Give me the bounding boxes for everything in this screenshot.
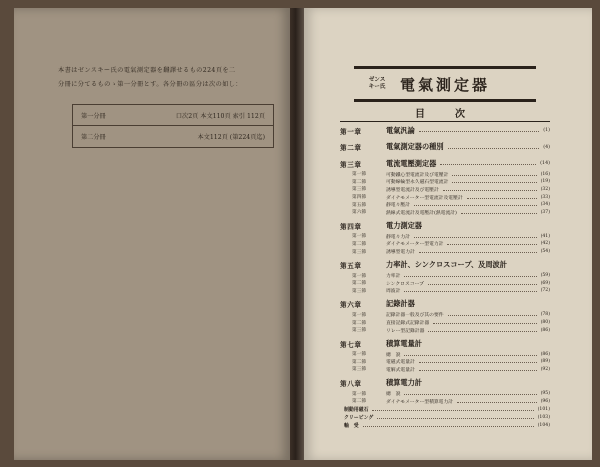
toc-title: 電磁式電量計 (386, 360, 415, 366)
toc-title: シンクロスコープ (386, 281, 424, 287)
toc-title: 力率計 (386, 274, 401, 280)
toc-title: ダイナモメーター型電流計及電壓計 (386, 195, 463, 201)
toc-title: 電力測定器 (386, 220, 422, 230)
toc-page-number: (86) (540, 327, 550, 333)
toc-title: 記錄計器一般及び其の要件 (386, 313, 444, 319)
toc-label: 第二節 (352, 179, 367, 185)
toc-title: 總 說 (386, 352, 401, 358)
part-description: 口次2頁 本文110頁 索引 112頁 (175, 112, 265, 120)
toc-page-number: (95) (540, 391, 550, 397)
toc-page-number: (103) (537, 414, 550, 420)
toc-section (340, 171, 550, 179)
toc-title: 電流電壓測定器 (386, 158, 437, 168)
toc-title: リレー型記錄計器 (386, 328, 425, 334)
note-line: 本書はゼンスキー氏の電氣測定器を飜譯せるもの224頁を二 (58, 67, 236, 74)
toc-leader (414, 205, 537, 206)
toc-page-number: (101) (537, 406, 550, 412)
toc-label: 第三節 (352, 288, 367, 294)
toc-label: 第一節 (352, 172, 367, 178)
toc-page-number: (42) (540, 241, 550, 247)
toc-chapter (340, 337, 550, 351)
toc-page-number: (16) (540, 171, 550, 177)
part-description: 本文112頁 (第224頁迄) (197, 133, 265, 141)
part-label: 第一分冊 (81, 112, 106, 120)
toc-page-number: (4) (543, 144, 550, 150)
toc-page-number: (34) (540, 202, 550, 208)
toc-chapter (340, 298, 550, 312)
author-line: ゼンス (368, 77, 386, 83)
toc-leader (443, 190, 537, 191)
toc-title: ダイナモメーター型電力計 (386, 242, 444, 248)
toc-section (340, 311, 550, 319)
toc-section (340, 233, 550, 241)
toc-title: 靜電々壓計 (386, 203, 410, 209)
toc-leader (419, 131, 539, 132)
left-page (14, 8, 290, 460)
toc-title: 可動鐵心型電流計及び電壓計 (386, 172, 449, 178)
toc-label: 第五章 (340, 262, 362, 271)
toc-page-number: (59) (540, 273, 550, 279)
toc-leader (404, 394, 536, 395)
toc-leader (404, 276, 536, 277)
toc-title: 電解式電量計 (386, 367, 415, 373)
toc-title: 制動用磁石 (344, 406, 369, 413)
toc-page-number: (19) (540, 179, 550, 185)
toc-leader (457, 402, 537, 403)
toc-label: 第二節 (352, 399, 367, 405)
toc-leader (363, 426, 534, 427)
title-band (354, 66, 536, 102)
toc-section (340, 358, 550, 366)
toc-section (340, 287, 550, 295)
toc-label: 第一節 (352, 312, 367, 318)
toc-page-number: (41) (540, 233, 550, 239)
toc-section (340, 178, 550, 186)
toc-leader (428, 284, 537, 285)
toc-section (340, 319, 550, 327)
part-row (73, 105, 273, 126)
toc-divider (340, 121, 550, 122)
toc-section (340, 351, 550, 359)
toc-heading: 目 次 (415, 109, 475, 120)
toc-leader (428, 331, 536, 332)
toc-page-number: (89) (540, 359, 550, 365)
toc-chapter (340, 258, 550, 272)
toc-title: 誘導型電力計 (386, 250, 415, 256)
toc-leader (467, 198, 537, 199)
toc-title: 直接記錄式記錄計器 (386, 321, 430, 327)
toc-label: 第八章 (340, 380, 362, 389)
toc-section (340, 240, 550, 248)
toc-leader (404, 355, 536, 356)
toc-section (340, 366, 550, 374)
toc-page-number: (72) (540, 288, 550, 294)
toc-label: 第一節 (352, 234, 367, 240)
toc-title: 靜電々力計 (386, 234, 410, 240)
toc-page-number: (92) (540, 366, 550, 372)
toc-leader (419, 370, 537, 371)
toc-chapter (340, 376, 550, 390)
toc-title: 積算電力計 (386, 378, 422, 388)
toc-label: 第三章 (340, 160, 362, 169)
toc-label: 第三節 (352, 187, 367, 193)
toc-section (340, 326, 550, 334)
toc-page-number: (104) (537, 422, 550, 428)
toc-label: 第二節 (352, 359, 367, 365)
toc-title: クリーピング (344, 414, 374, 421)
toc-leader (440, 164, 536, 165)
toc-entry (340, 405, 550, 413)
toc-leader (419, 362, 537, 363)
toc-page-number: (69) (540, 280, 550, 286)
toc-title: 積算電量計 (386, 338, 422, 348)
toc-label: 第二節 (352, 241, 367, 247)
toc-title: 記錄計器 (386, 299, 415, 309)
toc-page-number: (54) (540, 249, 550, 255)
part-row (73, 126, 273, 146)
toc-label: 第二章 (340, 144, 362, 153)
toc-leader (452, 182, 536, 183)
toc-page-number: (80) (540, 320, 550, 326)
toc-chapter (340, 124, 550, 138)
toc-label: 第三節 (352, 249, 367, 255)
toc-section (340, 209, 550, 217)
parts-table (72, 104, 274, 148)
author-line: キー氏 (368, 84, 386, 90)
toc-leader (372, 410, 533, 411)
toc-page-number: (37) (540, 209, 550, 215)
publication-note (58, 64, 284, 92)
toc-label: 第二節 (352, 320, 367, 326)
toc-page-number: (32) (540, 186, 550, 192)
toc-leader (461, 213, 537, 214)
toc-leader (452, 175, 536, 176)
toc-section (340, 193, 550, 201)
toc-section (340, 280, 550, 288)
toc-entry (340, 421, 550, 429)
toc-label: 第六節 (352, 210, 367, 216)
toc-label: 第四節 (352, 195, 367, 201)
right-page (304, 8, 592, 460)
book-gutter (290, 8, 304, 460)
toc-title: 電氣汎論 (386, 125, 415, 135)
part-label: 第二分冊 (81, 133, 106, 141)
toc-page-number: (78) (540, 312, 550, 318)
author-name (360, 77, 394, 91)
toc-title: ダイナモメーター型積算電力計 (386, 399, 454, 405)
toc-section (340, 272, 550, 280)
toc-label: 第六章 (340, 301, 362, 310)
toc-leader (433, 323, 536, 324)
note-line: 分冊に分てるものゝ第一分冊とす。各分冊の區分は次の如し： (58, 81, 242, 88)
toc-section (340, 248, 550, 256)
toc-chapter (340, 141, 550, 155)
toc-title: 周波計 (386, 289, 401, 295)
toc-title: 熱線式電流計及電壓計(熱電流計) (386, 210, 457, 216)
toc-label: 第一章 (340, 127, 362, 136)
toc-section (340, 390, 550, 398)
toc-title: 力率計、シンクロスコープ、及周波計 (386, 260, 507, 270)
toc-page-number: (96) (540, 398, 550, 404)
toc-page-number: (1) (543, 128, 550, 134)
toc-leader (404, 291, 536, 292)
toc-chapter (340, 157, 550, 171)
toc-page-number: (33) (540, 194, 550, 200)
toc-leader (419, 252, 537, 253)
toc-title: 誘導型電流計及び電壓計 (386, 187, 439, 193)
toc-section (340, 201, 550, 209)
toc-title: 電氣測定器の種別 (386, 142, 444, 152)
toc-label: 第三節 (352, 367, 367, 373)
toc-label: 第一節 (352, 352, 367, 358)
toc-leader (448, 315, 537, 316)
toc-leader (448, 148, 540, 149)
toc-label: 第四章 (340, 222, 362, 231)
toc-label: 第二節 (352, 281, 367, 287)
toc-label: 第三節 (352, 328, 367, 334)
toc-label: 第七章 (340, 340, 362, 349)
toc-leader (377, 418, 533, 419)
toc-page-number: (86) (540, 351, 550, 357)
toc-section (340, 186, 550, 194)
toc-entry (340, 413, 550, 421)
toc-label: 第一節 (352, 391, 367, 397)
toc-title: 軸 受 (344, 422, 359, 429)
toc-section (340, 397, 550, 405)
book-title: 電氣測定器 (400, 75, 491, 94)
toc-chapter (340, 219, 550, 233)
toc-leader (414, 237, 537, 238)
toc-title: 可動線輪型永久磁石型電流計 (386, 180, 449, 186)
toc-label: 第五節 (352, 202, 367, 208)
toc-page-number: (14) (540, 161, 550, 167)
toc-title: 總 說 (386, 392, 401, 398)
toc-leader (447, 244, 536, 245)
toc-label: 第一節 (352, 273, 367, 279)
